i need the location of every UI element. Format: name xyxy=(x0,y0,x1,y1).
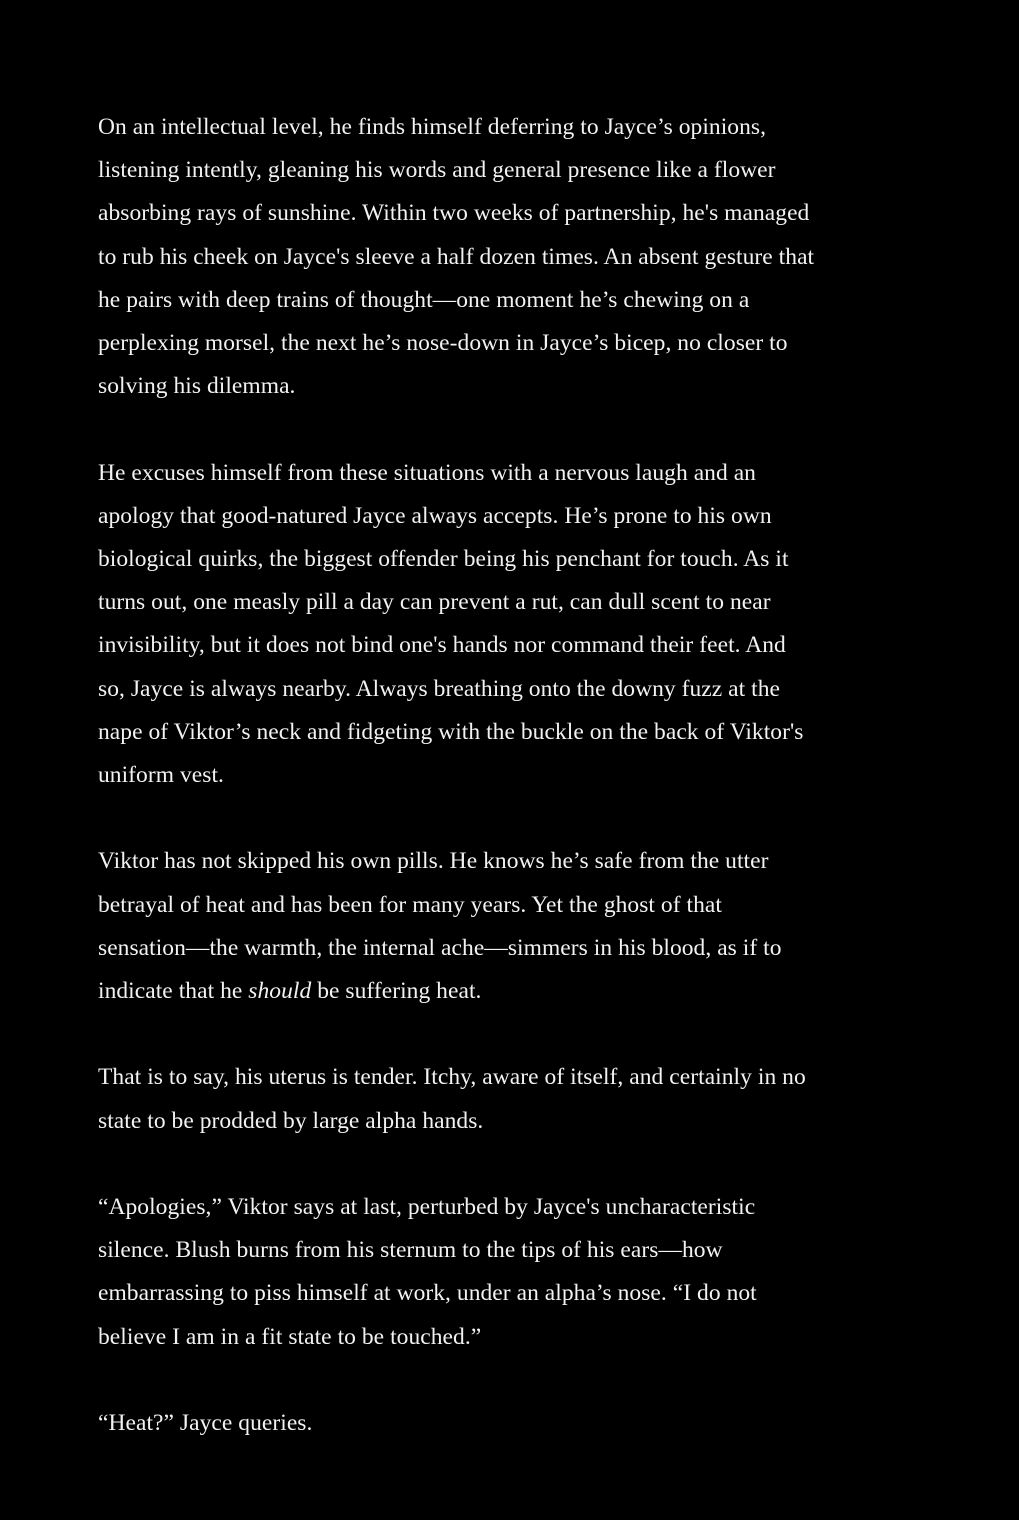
text-line: he pairs with deep trains of thought—one moment he’s chewing on a xyxy=(98,286,750,313)
text-line: perplexing morsel, the next he’s nose-down in Jayce’s bicep, no closer to xyxy=(98,330,788,357)
text-line: uniform vest. xyxy=(98,762,224,789)
text-line: to rub his cheek on Jayce's sleeve a half dozen times. An absent gesture that xyxy=(98,243,815,270)
paragraph-1 xyxy=(98,106,924,408)
text-line: betrayal of heat and has been for many years. Yet the ghost of that xyxy=(98,891,722,918)
paragraph-6 xyxy=(98,1402,924,1445)
text-line: silence. Blush burns from his sternum to the tips of his ears—how xyxy=(98,1237,723,1264)
text-line: apology that good-natured Jayce always accepts. He’s prone to his own xyxy=(98,502,772,529)
text-line: invisibility, but it does not bind one's hands nor command their feet. And xyxy=(98,632,786,659)
paragraph-3 xyxy=(98,840,924,1013)
emphasis-text: should xyxy=(248,978,312,1005)
text-line: turns out, one measly pill a day can prevent a rut, can dull scent to near xyxy=(98,589,771,616)
text-line: state to be prodded by large alpha hands. xyxy=(98,1107,484,1134)
text-fragment: indicate that he xyxy=(98,978,249,1005)
text-line xyxy=(98,970,924,1013)
text-line: absorbing rays of sunshine. Within two weeks of partnership, he's managed xyxy=(98,200,810,227)
text-line: solving his dilemma. xyxy=(98,373,296,400)
story-text xyxy=(98,106,924,1445)
text-line: That is to say, his uterus is tender. Itchy, aware of itself, and certainly in no xyxy=(98,1064,806,1091)
text-fragment: be suffering heat. xyxy=(311,978,482,1005)
text-line: On an intellectual level, he finds himself deferring to Jayce’s opinions, xyxy=(98,114,766,140)
text-line: nape of Viktor’s neck and fidgeting with the buckle on the back of Viktor's xyxy=(98,718,804,745)
paragraph-5 xyxy=(98,1186,924,1359)
text-line: sensation—the warmth, the internal ache—simmers in his blood, as if to xyxy=(98,934,782,961)
text-line: “Apologies,” Viktor says at last, perturbed by Jayce's uncharacteristic xyxy=(98,1194,756,1221)
text-line: believe I am in a fit state to be touched.” xyxy=(98,1323,482,1350)
text-line: “Heat?” Jayce queries. xyxy=(98,1410,313,1437)
text-line: biological quirks, the biggest offender being his penchant for touch. As it xyxy=(98,546,789,573)
text-line: so, Jayce is always nearby. Always breathing onto the downy fuzz at the xyxy=(98,675,781,702)
text-line: embarrassing to piss himself at work, under an alpha’s nose. “I do not xyxy=(98,1280,757,1307)
paragraph-4 xyxy=(98,1056,924,1142)
text-line: Viktor has not skipped his own pills. He knows he’s safe from the utter xyxy=(98,848,769,875)
text-line: listening intently, gleaning his words and general presence like a flower xyxy=(98,157,776,184)
paragraph-2 xyxy=(98,452,924,798)
text-line: He excuses himself from these situations with a nervous laugh and an xyxy=(98,459,756,486)
